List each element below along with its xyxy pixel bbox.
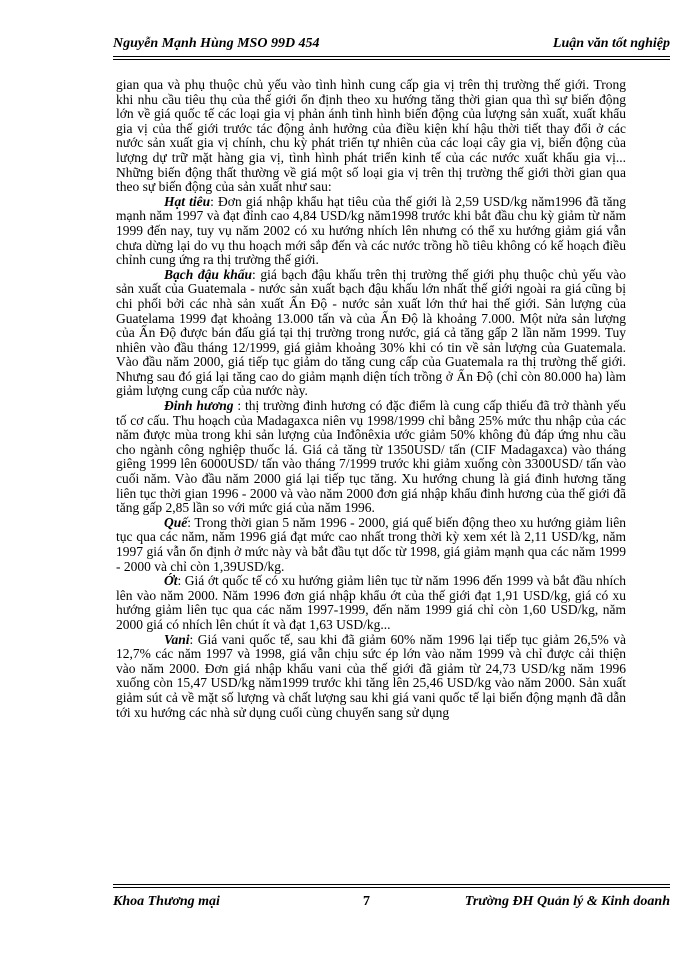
paragraph-text: gian qua và phụ thuộc chủ yếu vào tình hình cung cấp gia vị trên thị trường thế giới. Trong khi nhu cầu tiêu thụ của thế giới ổn định theo xu hướng tăng thời gian qua thì sự biến động lớn về giá quốc tế các loại gia vị phản ánh tình hình biến động của lượng sản xuất, xuất khẩu gia vị của thế giới trước tác động ảnh hưởng của điều kiện khí hậu thời tiết thay đổi ở các nước sản xuất gia vị chính, chu kỳ phát triển tự nhiên của các loại cây gia vị, biến động của lượng dự trữ mặt hàng gia vị, tình hình phát triển kinh tế của các nước xuất khẩu gia vị... Những biến động thất thường về giá một số loại gia vị trên thị trường thế giới thời gian qua theo sự biến động của sản xuất như sau: <box>116 78 626 195</box>
header-rule-thin <box>113 59 670 60</box>
footer-faculty: Khoa Thương mại <box>113 894 220 909</box>
term-label: Quế <box>164 514 188 530</box>
paragraph-pepper <box>116 195 626 268</box>
term-label: Bạch đậu khấu <box>164 266 252 282</box>
paragraph-chili <box>116 574 626 632</box>
term-label: Ớt <box>164 573 178 589</box>
paragraph-text: : Giá ớt quốc tế có xu hướng giảm liên tục từ năm 1996 đến 1999 và bắt đầu nhích lên vào năm 2000. Năm 1996 đơn giá nhập khẩu ớt của thế giới đạt 1,91 USD/kg, giá có xu hướng giảm liên tục qua các năm 1997-1999, đến năm 1999 giá chỉ còn 1,60 USD/kg, năm 2000 giá có nhích lên chút ít và đạt 1,63 USD/kg... <box>116 573 626 632</box>
paragraph-text: : giá bạch đậu khấu trên thị trường thế giới phụ thuộc chủ yếu vào sản xuất của Guatemala - nước sản xuất bạch đậu khấu lớn nhất thế giới ngoài ra giá cũng bị chi phối bởi các nhà sản xuất Ấn Độ - nước sản xuất lớn thứ hai thế giới. Sản lượng của Guatelama 1999 đạt khoảng 13.000 tấn và của Ấn Độ là khoảng 7.000. Một nửa sản lượng của Ấn Độ được bán đấu giá tại thị trường trong nước, giá cả tăng gấp 2 lần năm 1999. Tuy nhiên vào đầu tháng 12/1999, giá giảm khoảng 30% khi có tin về sản lượng của Guatemala. Vào đầu năm 2000, giá tiếp tục giảm do tăng cung cấp của Guatemala ra thị trường thế giới. Nhưng sau đó giá lại tăng cao do giảm mạnh diện tích trồng ở Ấn Độ (chỉ còn 80.000 ha) làm giảm lượng cung cấp của nước này. <box>116 266 626 399</box>
paragraph-text: : Trong thời gian 5 năm 1996 - 2000, giá quế biến động theo xu hướng giảm liên tục qua các năm, năm 1996 giá đạt mức cao nhất trong thời kỳ xem xét là 2,11 USD/kg, năm 1997 giá vẫn ổn định ở mức này và bắt đầu tụt dốc từ 1998, giá giảm mạnh qua các năm 1999 - 2000 và chỉ còn 1,39USD/kg. <box>116 514 626 574</box>
footer-rule-thin <box>113 884 670 885</box>
paragraph-vanilla <box>116 633 626 721</box>
body-text <box>116 78 626 878</box>
paragraph-text: : Giá vani quốc tế, sau khi đã giảm 60% năm 1996 lại tiếp tục giảm 26,5% và 12,7% các năm 1997 và 1998, giá vẫn chịu sức ép lớn vào năm 1999 và chỉ được cải thiện vào năm 2000. Đơn giá nhập khẩu vani của thế giới đã giảm từ 24,73 USD/kg năm 1996 xuống còn 15,47 USD/kg năm1999 trước khi tăng lên 25,46 USD/kg vào năm 2000. Sản xuất giảm sút cả về mặt số lượng và chất lượng sau khi giá vani quốc tế lại biến động mạnh đã dẫn tới xu hướng các nhà sử dụng cuối cùng chuyển sang sử dụng <box>116 631 626 720</box>
paragraph-cardamom <box>116 268 626 399</box>
paragraph-cinnamon <box>116 516 626 574</box>
page-header <box>113 34 670 56</box>
page-footer <box>113 880 670 910</box>
footer-university: Trường ĐH Quản lý & Kinh doanh <box>464 894 670 909</box>
term-label: Hạt tiêu <box>164 193 211 209</box>
footer-rule <box>113 887 670 888</box>
paragraph-text: : thị trường đinh hương có đặc điểm là cung cấp thiếu đã trở thành yếu tố cơ cấu. Thu hoạch của Madagaxca niên vụ 1998/1999 chỉ bằng 25% mức thu nhập của các năm được mùa trong khi sản lượng của Inđônêxia ước giảm 50% không đủ đáp ứng nhu cầu cho ngành công nghiệp thuốc lá. Giá cả tăng từ 1350USD/ tấn (CIF Madagaxca) vào tháng giêng 1999 lên 6000USD/ tấn vào tháng 7/1999 trước khi giảm xuống còn 3300USD/ tấn vào cuối năm. Vào đầu năm 2000 giá lại tiếp tục tăng. Xu hướng chung là giá đinh hương tăng liên tục thời gian 1996 - 2000 và vào năm 2000 đơn giá nhập khẩu đinh hương của thế giới đã tăng gấp 2,85 lần so với mức giá của năm 1996. <box>116 398 626 516</box>
paragraph-text: : Đơn giá nhập khẩu hạt tiêu của thế giới là 2,59 USD/kg năm1996 đã tăng mạnh năm 1997 và đạt đỉnh cao 4,84 USD/kg năm1998 trước khi bắt đầu chu kỳ giảm từ năm 1999 đến nay, tuy vụ năm 2002 có xu hướng nhích lên nhưng có thể xu hướng giảm giá vẫn chưa dừng lại do vụ thu hoạch mới sắp đến và các nước trồng hồ tiêu không có kế hoạch điều chỉnh cung ứng ra thị trường thế giới. <box>116 193 626 268</box>
page-number: 7 <box>363 894 370 909</box>
header-rule <box>113 56 670 57</box>
intro-paragraph <box>116 78 626 195</box>
header-author: Nguyễn Mạnh Hùng MSO 99D 454 <box>113 36 320 51</box>
paragraph-clove <box>116 399 626 516</box>
term-label: Vani <box>164 631 190 647</box>
term-label: Đinh hương <box>164 398 234 414</box>
header-doc-type: Luận văn tốt nghiệp <box>552 36 670 51</box>
